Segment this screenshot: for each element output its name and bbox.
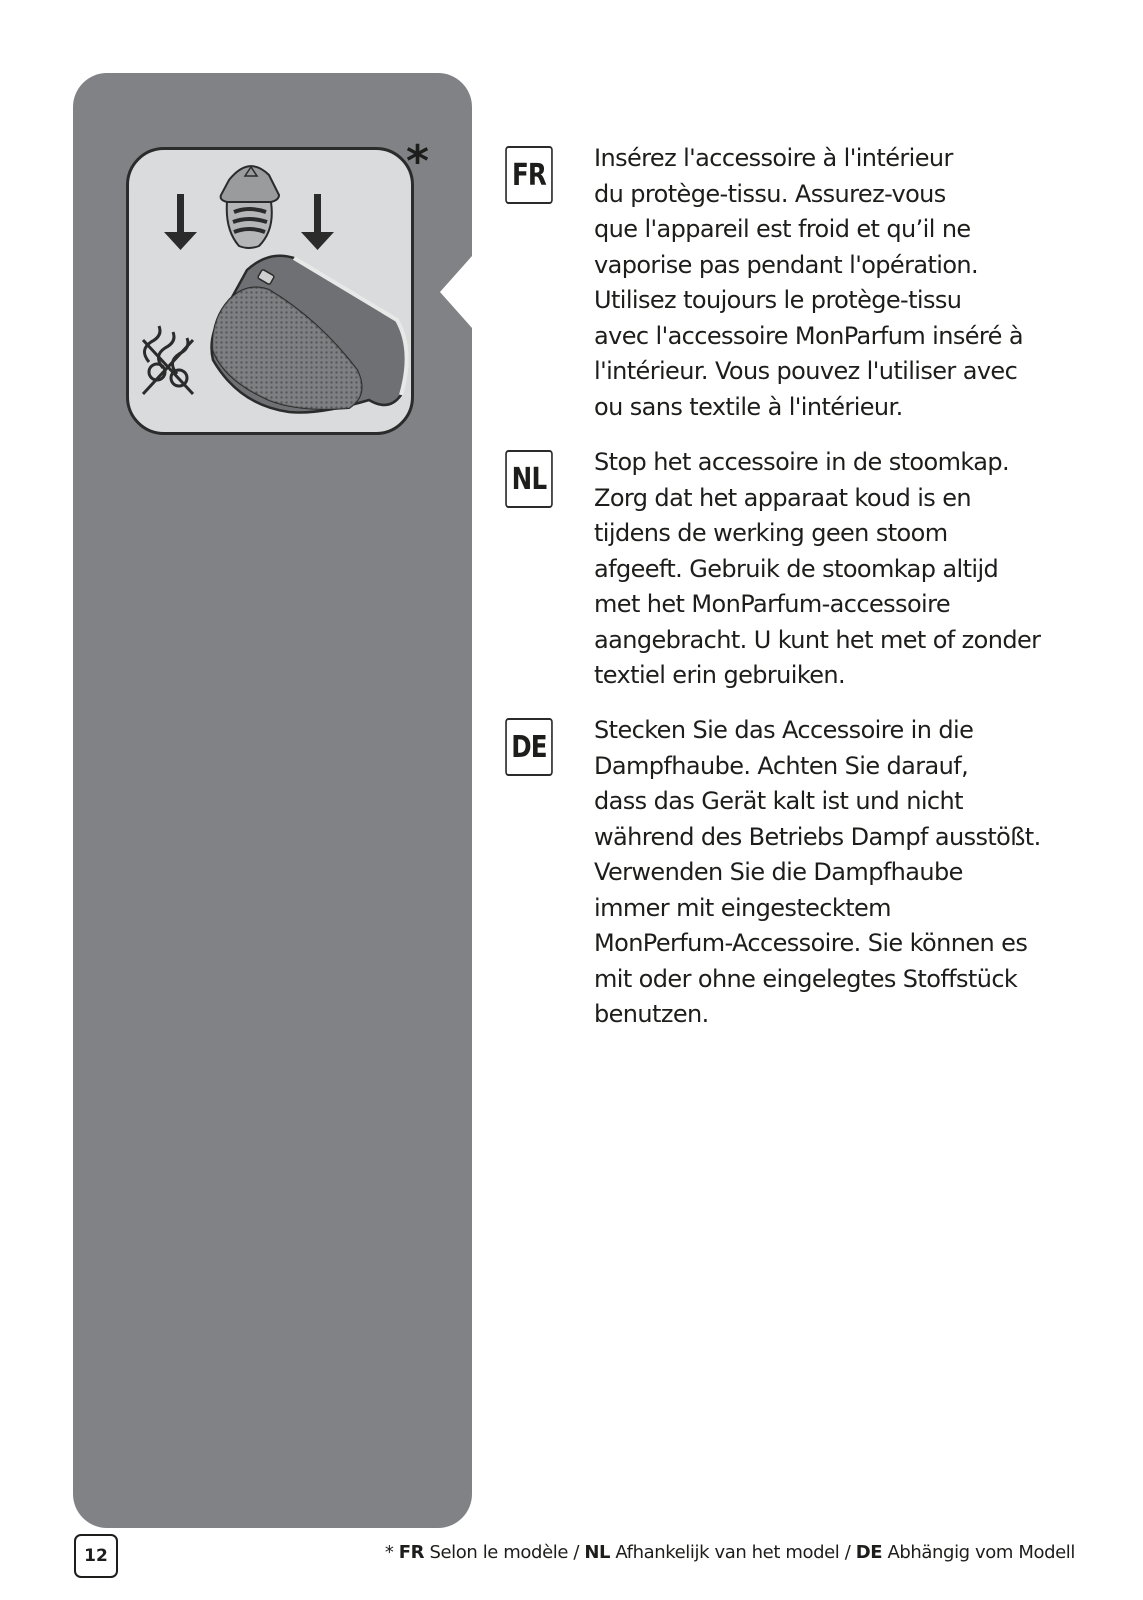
footnote-nl-code: NL xyxy=(584,1542,611,1563)
perfume-accessory-icon xyxy=(221,166,279,248)
model-asterisk: * xyxy=(406,136,430,187)
footnote-de-text: Abhängig vom Modell xyxy=(882,1542,1075,1563)
steam-cover-icon xyxy=(212,256,407,413)
arrow-down-icon xyxy=(301,194,334,250)
lang-badge-de: DE xyxy=(505,718,553,776)
no-steam-icon xyxy=(143,326,193,394)
sidebar-notch xyxy=(440,256,472,328)
instruction-text-fr: Insérez l'accessoire à l'intérieur du protège-tissu. Assurez-vous que l'appareil est froid et qu’il ne vaporise pas pendant l'opération. Utilisez toujours le protège-tissu avec l'accessoire MonParfum inséré à l'intérieur. Vous pouvez l'utiliser avec ou sans textile à l'intérieur. xyxy=(594,144,1023,421)
footnote-fr-code: FR xyxy=(398,1542,425,1563)
footnote-de-code: DE xyxy=(855,1542,883,1563)
instruction-text-de: Stecken Sie das Accessoire in die Dampfhaube. Achten Sie darauf, dass das Gerät kalt ist und nicht während des Betriebs Dampf ausstößt. Verwenden Sie die Dampfhaube immer mit eingestecktem MonPerfum-Accessoire. Sie können es mit oder ohne eingelegtes Stoffstück benutzen. xyxy=(594,716,1041,1028)
footnote-fr-text: Selon le modèle / xyxy=(424,1542,585,1563)
page-number: 12 xyxy=(74,1534,118,1578)
instruction-illustration xyxy=(126,147,414,435)
lang-badge-fr: FR xyxy=(505,146,553,204)
arrow-down-icon xyxy=(164,194,197,250)
instruction-text-nl: Stop het accessoire in de stoomkap. Zorg dat het apparaat koud is en tijdens de werking geen stoom afgeeft. Gebruik de stoomkap altijd met het MonParfum-accessoire aangebracht. U kunt het met of zonder textiel erin gebruiken. xyxy=(594,448,1041,689)
footnote xyxy=(385,1542,1075,1563)
footnote-star: * xyxy=(384,1542,399,1563)
footnote-nl-text: Afhankelijk van het model / xyxy=(610,1542,856,1563)
lang-badge-nl: NL xyxy=(505,450,553,508)
